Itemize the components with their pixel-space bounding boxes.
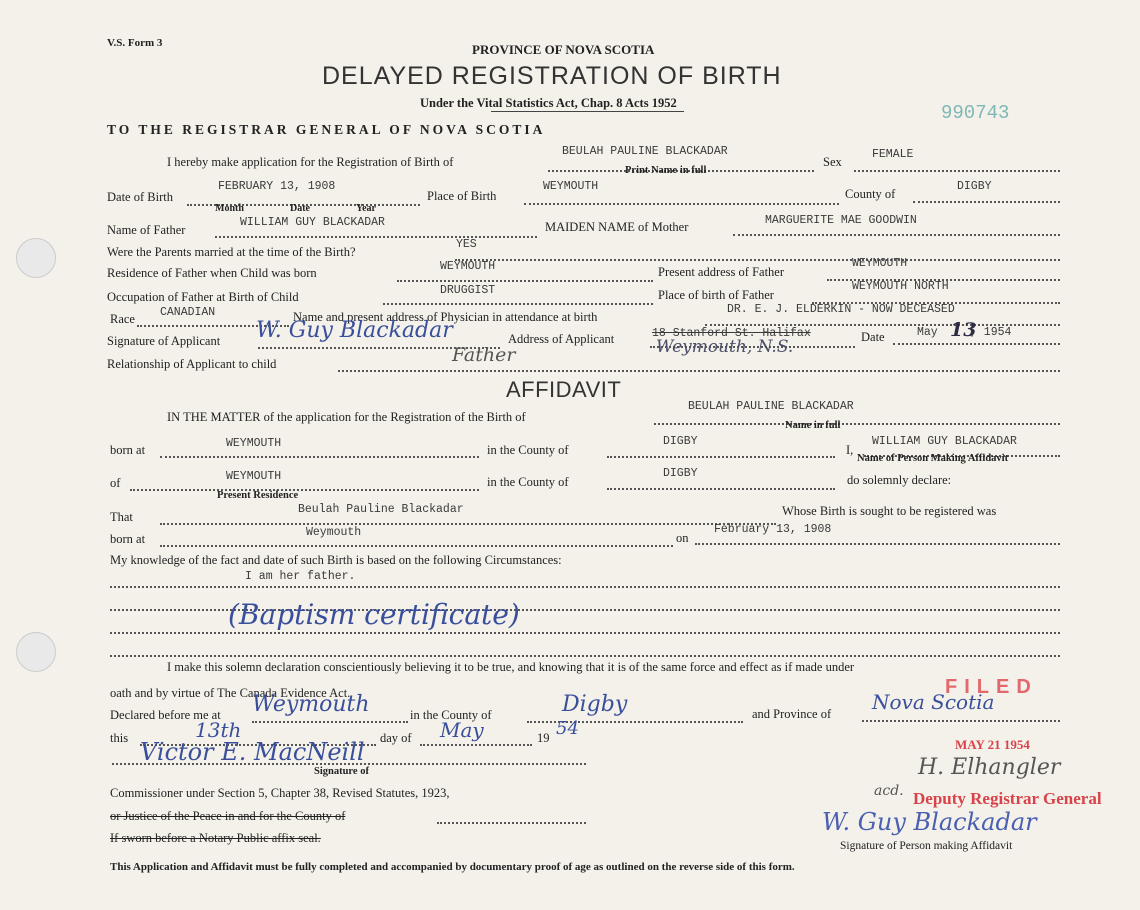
residence-note: Present Residence bbox=[217, 490, 299, 501]
whose-birth-label: Whose Birth is sought to be registered was bbox=[782, 504, 997, 518]
province-label: and Province of bbox=[752, 707, 832, 721]
county-label: County of bbox=[845, 187, 896, 201]
signature-of-label: Signature of bbox=[314, 766, 369, 777]
registration-number: 990743 bbox=[941, 102, 1010, 124]
declared-province: Nova Scotia bbox=[872, 690, 995, 714]
stamp-date: MAY 21 1954 bbox=[955, 737, 1030, 752]
present-addr-label: Present address of Father bbox=[658, 265, 785, 279]
occupation-label: Occupation of Father at Birth of Child bbox=[107, 290, 299, 304]
matter-label: IN THE MATTER of the application for the Registration of the Birth of bbox=[167, 410, 526, 424]
form-id: V.S. Form 3 bbox=[107, 37, 163, 49]
married-label: Were the Parents married at the time of the Birth? bbox=[107, 245, 356, 259]
date-year: , 1954 bbox=[970, 326, 1012, 339]
affidavit-heading: AFFIDAVIT bbox=[506, 377, 622, 402]
born-at-label: born at bbox=[110, 443, 146, 457]
dob-date-note: Date bbox=[290, 203, 310, 214]
declare-label: do solemnly declare: bbox=[847, 473, 952, 487]
knowledge-label: My knowledge of the fact and date of such Birth is based on the following Circumstances: bbox=[110, 553, 562, 567]
county-value-1: DIGBY bbox=[663, 435, 698, 448]
married-value: YES bbox=[456, 238, 477, 251]
father-label: Name of Father bbox=[107, 223, 186, 237]
relationship-value: Father bbox=[452, 344, 516, 366]
res-father-value: WEYMOUTH bbox=[440, 260, 496, 273]
date-day: 13 bbox=[950, 319, 977, 341]
on-label: on bbox=[676, 531, 689, 545]
dob-month-note: Month bbox=[215, 203, 244, 214]
declared-label: Declared before me at bbox=[110, 708, 221, 722]
born-on-value: February 13, 1908 bbox=[714, 523, 832, 536]
this-label: this bbox=[110, 731, 129, 745]
addr-typed: 18 Stanford St. Halifax bbox=[652, 327, 811, 340]
relationship-label: Relationship of Applicant to child bbox=[107, 357, 277, 371]
registrar-prefix: acd. bbox=[874, 783, 904, 799]
declared-county: Digby bbox=[562, 692, 628, 717]
declared-day: 13th bbox=[195, 718, 242, 742]
dob-year-note: Year bbox=[356, 203, 376, 214]
punch-hole-top bbox=[16, 238, 56, 278]
of-label: of bbox=[110, 476, 121, 490]
affiant-name: WILLIAM GUY BLACKADAR bbox=[872, 435, 1017, 448]
pob-label: Place of Birth bbox=[427, 189, 497, 203]
race-label: Race bbox=[110, 312, 135, 326]
affiant-note: Name of Person Making Affidavit bbox=[857, 453, 1009, 464]
mother-label: MAIDEN NAME of Mother bbox=[545, 220, 689, 234]
residence-value: WEYMOUTH bbox=[226, 470, 282, 483]
subtitle: Under the Vital Statistics Act, Chap. 8 Acts 1952 bbox=[420, 96, 677, 110]
commissioner-signature: Victor E. MacNeill bbox=[140, 738, 365, 766]
affidavit-name: BEULAH PAULINE BLACKADAR bbox=[688, 400, 854, 413]
declared-month: May bbox=[440, 718, 484, 742]
present-addr-value: WEYMOUTH bbox=[852, 257, 908, 270]
born-at-value: WEYMOUTH bbox=[226, 437, 282, 450]
declared-year: 54 bbox=[556, 718, 579, 739]
page-title: DELAYED REGISTRATION OF BIRTH bbox=[322, 62, 782, 90]
child-name: BEULAH PAULINE BLACKADAR bbox=[562, 145, 728, 158]
solemn-text-2: oath and by virtue of The Canada Evidence Act. bbox=[110, 686, 351, 700]
print-name-note: Print Name in full bbox=[625, 165, 707, 176]
pob-value: WEYMOUTH bbox=[543, 180, 599, 193]
sig-applicant-label: Signature of Applicant bbox=[107, 334, 221, 348]
applicant-signature: W. Guy Blackadar bbox=[256, 318, 453, 343]
born-at2-value: Weymouth bbox=[306, 526, 362, 539]
that-label: That bbox=[110, 510, 133, 524]
circumstance-handwritten: (Baptism certificate) bbox=[228, 598, 520, 631]
dob-value: FEBRUARY 13, 1908 bbox=[218, 180, 336, 193]
commissioner-line-2: or Justice of the Peace in and for the County of bbox=[110, 809, 346, 823]
deputy-registrar-stamp: Deputy Registrar General bbox=[913, 789, 1102, 808]
county-of-label: in the County of bbox=[410, 708, 492, 722]
in-county-label-1: in the County of bbox=[487, 443, 569, 457]
father-value: WILLIAM GUY BLACKADAR bbox=[240, 216, 385, 229]
county-value-2: DIGBY bbox=[663, 467, 698, 480]
physician-label: Name and present address of Physician in attendance at birth bbox=[293, 310, 598, 324]
physician-value: DR. E. J. ELDERKIN - NOW DECEASED bbox=[727, 303, 955, 316]
date-month: May bbox=[917, 326, 938, 339]
county-value: DIGBY bbox=[957, 180, 992, 193]
to-registrar-line: TO THE REGISTRAR GENERAL OF NOVA SCOTIA bbox=[107, 122, 546, 137]
addr-hand: Weymouth, N.S. bbox=[656, 337, 794, 357]
province-heading: PROVINCE OF NOVA SCOTIA bbox=[472, 42, 655, 57]
sex-label: Sex bbox=[823, 155, 842, 169]
dob-label: Date of Birth bbox=[107, 190, 173, 204]
footer-note: This Application and Affidavit must be fully completed and accompanied by documentary proof of age as outlined on the reverse side of this form. bbox=[110, 861, 795, 873]
intro-label: I hereby make application for the Registration of Birth of bbox=[167, 155, 454, 169]
name-in-full-note: Name in full bbox=[785, 420, 841, 431]
registrar-signature: H. Elhangler bbox=[918, 755, 1061, 780]
i-label: I, bbox=[846, 443, 854, 457]
mother-value: MARGUERITE MAE GOODWIN bbox=[765, 214, 917, 227]
occupation-value: DRUGGIST bbox=[440, 284, 496, 297]
commissioner-line-1: Commissioner under Section 5, Chapter 38, Revised Statutes, 1923, bbox=[110, 786, 450, 800]
pob-father-value: WEYMOUTH NORTH bbox=[852, 280, 949, 293]
affiant-signature: W. Guy Blackadar bbox=[822, 808, 1037, 836]
born-at2-label: born at bbox=[110, 532, 146, 546]
pob-father-label: Place of birth of Father bbox=[658, 288, 774, 302]
race-value: CANADIAN bbox=[160, 306, 216, 319]
that-name: Beulah Pauline Blackadar bbox=[298, 503, 464, 516]
year-prefix: 19 bbox=[537, 731, 550, 745]
sex-value: FEMALE bbox=[872, 148, 914, 161]
addr-applicant-label: Address of Applicant bbox=[508, 332, 615, 346]
commissioner-line-3: If sworn before a Notary Public affix seal. bbox=[110, 831, 321, 845]
res-father-label: Residence of Father when Child was born bbox=[107, 266, 317, 280]
subtitle-underline bbox=[491, 111, 684, 112]
filed-stamp: FILED bbox=[945, 676, 1038, 698]
solemn-text-1: I make this solemn declaration conscientiously believing it to be true, and knowing that it is of the same force and effect as if made under bbox=[167, 660, 855, 674]
day-of-label: day of bbox=[380, 731, 412, 745]
punch-hole-bottom bbox=[16, 632, 56, 672]
circumstance-line-1: I am her father. bbox=[245, 570, 356, 583]
date-label: Date bbox=[861, 330, 885, 344]
declared-at: Weymouth bbox=[252, 692, 370, 717]
affiant-signature-label: Signature of Person making Affidavit bbox=[840, 840, 1013, 852]
in-county-label-2: in the County of bbox=[487, 475, 569, 489]
